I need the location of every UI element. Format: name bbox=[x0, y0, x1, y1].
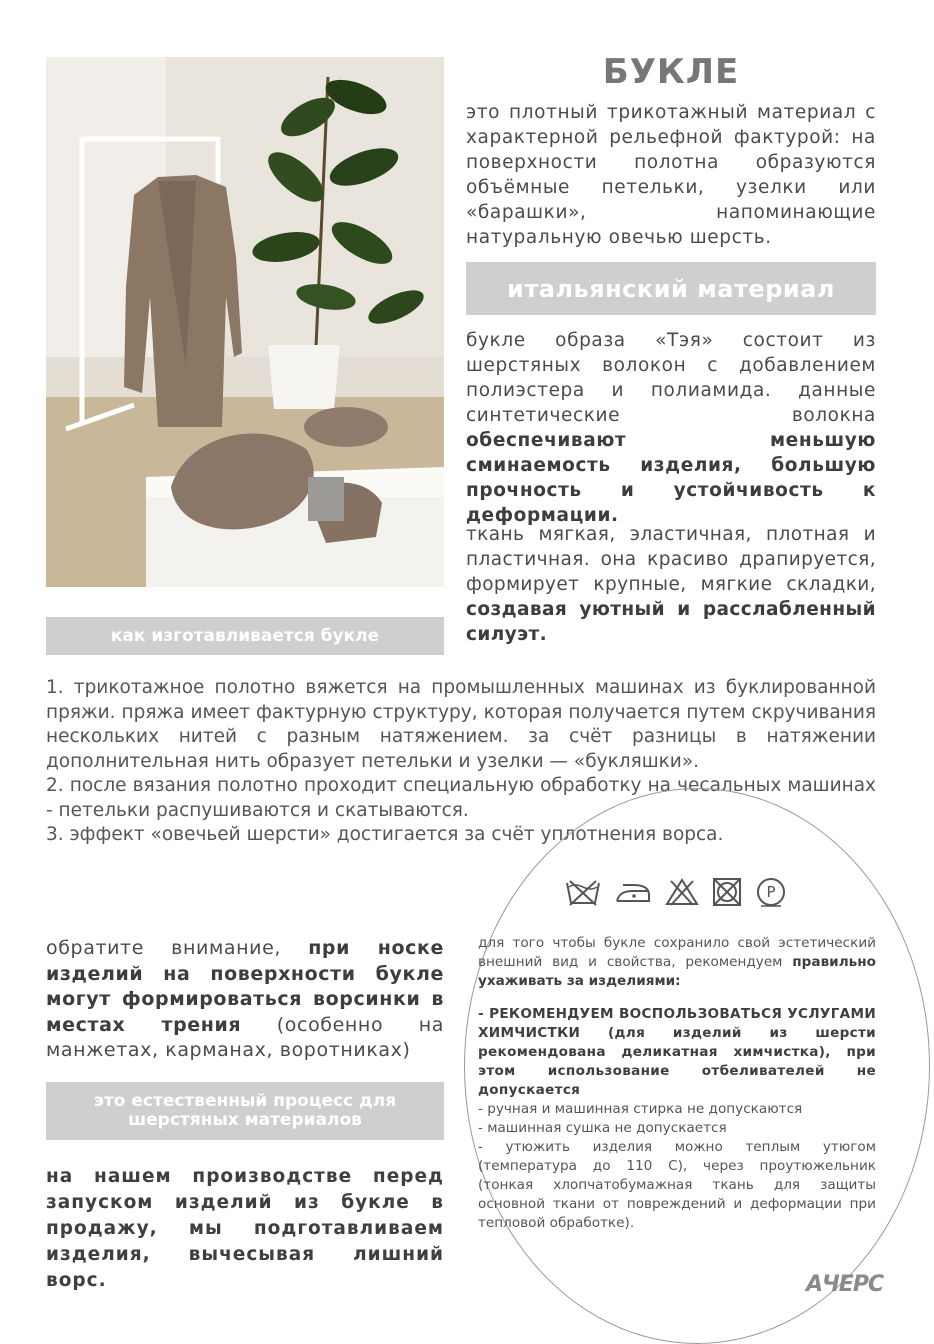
fabric-text bbox=[466, 522, 876, 647]
natural-process-bar: это естественный процесс для шерстяных материалов bbox=[46, 1082, 444, 1140]
care-item-1: - ручная и машинная стирка не допускаются bbox=[478, 1101, 803, 1117]
composition-normal: букле образа «Тэя» состоит из шерстяных волокон с добавлением полиэстера и полиамида. данные синтетические волокна bbox=[466, 330, 876, 426]
how-made-bar: как изготавливается букле bbox=[46, 617, 444, 655]
no-bleach-icon bbox=[665, 877, 699, 911]
attention-bold: при носке изделий на поверхности букле могут формироваться ворсинки в местах трения bbox=[46, 937, 444, 1036]
page-title: БУКЛЕ bbox=[602, 52, 740, 92]
composition-text bbox=[466, 328, 876, 528]
care-instructions bbox=[478, 934, 876, 1233]
step-2: 2. после вязания полотно проходит специальную обработку на чесальных машинах - петельки распушиваются и скатываются. bbox=[46, 775, 876, 821]
attention-normal-2: (особенно на манжетах, карманах, воротниках) bbox=[46, 1013, 444, 1061]
photo-illustration bbox=[46, 57, 444, 587]
product-photo bbox=[46, 57, 444, 587]
production-text: на нашем производстве перед запуском изделий из букле в продажу, мы подготавливаем изделия, вычесывая лишний ворс. bbox=[46, 1166, 444, 1291]
brand-logo: АЧЕРС bbox=[806, 1272, 884, 1297]
step-1: 1. трикотажное полотно вяжется на промышленных машинах из буклированной пряжи. пряжа имеет фактурную структуру, которая получается путем скручивания нескольких нитей с разным натяжением. за счёт разницы в натяжении дополнительная нить образует петельки и узелки — «букляшки». bbox=[46, 677, 876, 772]
no-tumble-dry-icon bbox=[711, 877, 743, 911]
step-3: 3. эффект «овечьей шерсти» достигается за счёт уплотнения ворса. bbox=[46, 824, 724, 845]
care-dry-clean: - РЕКОМЕНДУЕМ ВОСПОЛЬЗОВАТЬСЯ УСЛУГАМИ ХИМЧИСТКИ (для изделий из шерсти рекомендована деликатная химчистка), при этом использование отбеливателей не допускается bbox=[478, 1006, 876, 1098]
intro-text: это плотный трикотажный материал с характерной рельефной фактурой: на поверхности полотна образуются объёмные петельки, узелки или «барашки», напоминающие натуральную овечью шерсть. bbox=[466, 102, 876, 248]
composition-bold: обеспечивают меньшую сминаемость изделия, большую прочность и устойчивость к деформации. bbox=[466, 430, 876, 526]
care-intro: для того чтобы букле сохранило свой эстетический внешний вид и свойства, рекомендуем bbox=[478, 935, 876, 970]
fabric-normal: ткань мягкая, эластичная, плотная и пластичная. она красиво драпируется, формирует крупные, мягкие складки, bbox=[466, 524, 876, 595]
no-wash-icon bbox=[565, 877, 601, 911]
dry-clean-p-icon bbox=[755, 876, 787, 912]
iron-low-icon bbox=[613, 877, 653, 911]
attention-normal-1: обратите внимание, bbox=[46, 937, 309, 959]
italian-material-bar: итальянский материал bbox=[466, 262, 876, 315]
fabric-bold: создавая уютный и расслабленный силуэт. bbox=[466, 599, 876, 645]
care-icons bbox=[565, 876, 787, 912]
care-item-2: - машинная сушка не допускается bbox=[478, 1120, 727, 1136]
attention-text bbox=[46, 936, 444, 1064]
svg-text:P: P bbox=[766, 883, 776, 901]
care-intro-bold: правильно ухаживать за изделиями: bbox=[478, 954, 876, 989]
care-item-3: - утюжить изделия можно теплым утюгом (температура до 110 С), через проутюжельник (тонкая хлопчатобумажная ткань для защиты основной ткани от повреждений и деформации при тепловой обработке). bbox=[478, 1139, 876, 1231]
